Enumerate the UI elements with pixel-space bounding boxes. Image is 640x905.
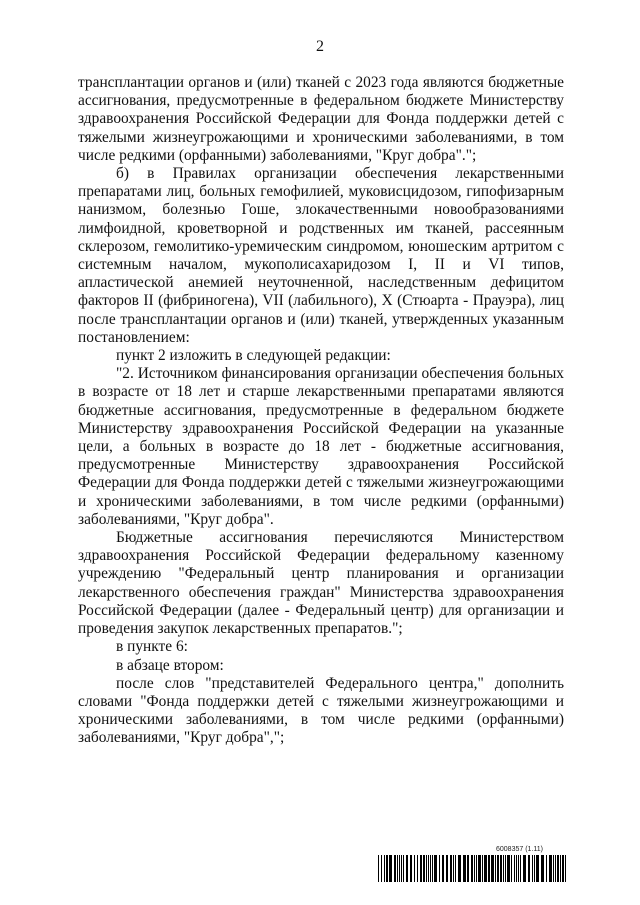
paragraph: трансплантации органов и (или) тканей с 2023 года являются бюджетные ассигнования, предусмотренные в федеральном бюджете Министерству здравоохранения Российской Федерации для Фонда поддержки детей с тяжелыми жизнеугрожающими и хроническими заболеваниями, в том числе редкими (орфанными) заболеваниями, "Круг добра"."; xyxy=(78,74,564,164)
barcode-image xyxy=(378,855,566,882)
paragraph: б) в Правилах организации обеспечения лекарственными препаратами лиц, больных гемофилией, муковисцидозом, гипофизарным нанизмом, болезнью Гоше, злокачественными новообразованиями лимфоидной, кроветворной и родственных им тканей, рассеянным склерозом, гемолитико-уремическим синдромом, юношеским артритом с системным началом, мукополисахаридозом I, II и VI типов, апластической анемией неуточненной, наследственным дефицитом факторов II (фибриногена), VII (лабильного), X (Стюарта - Прауэра), лиц после трансплантации органов и (или) тканей, утвержденных указанным постановлением: xyxy=(78,165,564,346)
paragraph: пункт 2 изложить в следующей редакции: xyxy=(116,347,391,365)
paragraph: "2. Источником финансирования организации обеспечения больных в возрасте от 18 лет и старше лекарственными препаратами являются бюджетные ассигнования, предусмотренные в федеральном бюджете Министерству здравоохранения Российской Федерации на указанные цели, а больных в возрасте до 18 лет - бюджетные ассигнования, предусмотренные Министерству здравоохранения Российской Федерации для Фонда поддержки детей с тяжелыми жизнеугрожающими и хроническими заболеваниями, в том числе редкими (орфанными) заболеваниями, "Круг добра". xyxy=(78,365,564,528)
page-number: 2 xyxy=(316,38,324,55)
paragraph: после слов "представителей Федерального центра," дополнить словами "Фонда поддержки детей с тяжелыми жизнеугрожающими и хроническими заболеваниями, в том числе редкими (орфанными) заболеваниями, "Круг добра","; xyxy=(78,674,564,747)
document-body xyxy=(78,74,564,748)
paragraph: Бюджетные ассигнования перечисляются Министерством здравоохранения Российской Федерации федеральному казенному учреждению "Федеральный центр планирования и организации лекарственного обеспечения граждан" Министерства здравоохранения Российской Федерации (далее - Федеральный центр) для организации и проведения закупок лекарственных препаратов."; xyxy=(78,529,564,638)
paragraph: в абзаце втором: xyxy=(116,656,224,674)
document-code: 6008357 (1.11) xyxy=(496,846,543,853)
paragraph: в пункте 6: xyxy=(116,638,188,656)
